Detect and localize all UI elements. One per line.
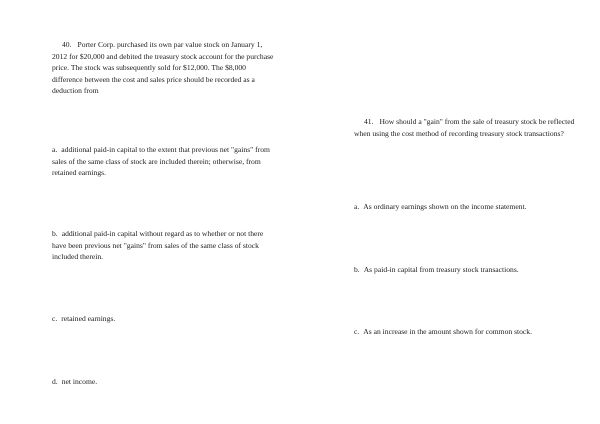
option-text: retained earnings.: [61, 314, 116, 323]
question-40-option-b: [52, 228, 272, 263]
option-text: As an increase in the amount shown for common stock.: [363, 327, 532, 336]
option-letter: a.: [354, 202, 360, 211]
option-text: additional paid-in capital to the extent that previous net "gains" from sales of the same class of stock are included therein; otherwise, from retained earnings.: [52, 145, 270, 177]
option-text: As paid-in capital from treasury stock transactions.: [363, 265, 519, 274]
question-40-option-d: [52, 376, 272, 388]
option-letter: b.: [52, 229, 58, 238]
option-text: net income.: [61, 377, 98, 386]
question-40: [52, 39, 274, 97]
option-text: As ordinary earnings shown on the income statement.: [363, 202, 527, 211]
option-letter: d.: [52, 377, 58, 386]
question-40-option-a: [52, 144, 272, 179]
question-41-option-a: [354, 201, 584, 213]
option-letter: b.: [354, 265, 360, 274]
question-40-option-c: [52, 313, 272, 325]
question-40-number: 40.: [62, 40, 72, 49]
question-41-number: 41.: [364, 117, 374, 126]
option-letter: c.: [52, 314, 58, 323]
question-41-text: How should a "gain" from the sale of treasury stock be reflected when using the cost method of recording treasury stock transactions?: [354, 117, 575, 138]
option-text: additional paid-in capital without regard as to whether or not there have been previous net "gains" from sales of the same class of stock included therein.: [52, 229, 264, 261]
question-41-option-b: [354, 264, 584, 276]
question-41-option-c: [354, 326, 584, 338]
question-40-text: Porter Corp. purchased its own par value stock on January 1, 2012 for $20,000 and debited the treasury stock account for the purchase price. The stock was subsequently sold for $12,000. The $8,000 difference between the cost and sales price should be recorded as a deduction from: [52, 40, 274, 95]
question-41: [354, 116, 576, 139]
option-letter: a.: [52, 145, 58, 154]
option-letter: c.: [354, 327, 360, 336]
